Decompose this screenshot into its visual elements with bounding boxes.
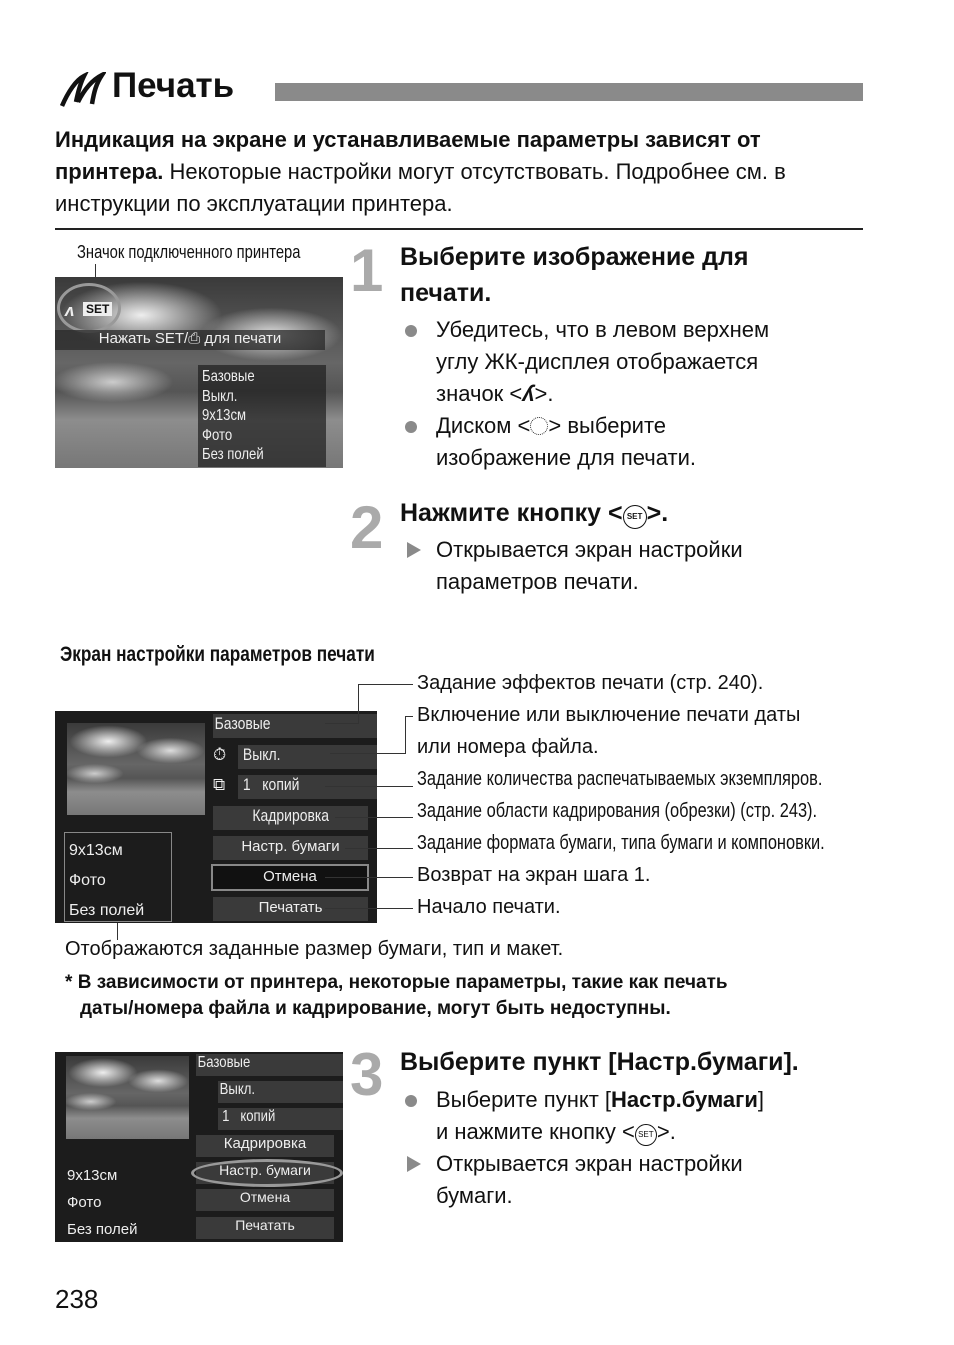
step-number-3: 3 bbox=[350, 1041, 384, 1108]
paper-settings-button[interactable]: Настр. бумаги bbox=[213, 836, 368, 860]
copies-button[interactable]: 1 копий bbox=[218, 1108, 343, 1130]
effect-button[interactable]: Базовые bbox=[196, 1054, 343, 1076]
item-date: Выкл. bbox=[202, 387, 238, 405]
thumbnail bbox=[67, 723, 205, 815]
intro-normal: Некоторые настройки могут отсутствовать. Подробнее см. в инструкции по эксплуатации принтера. bbox=[55, 159, 786, 216]
set-button-icon: SET bbox=[635, 1124, 657, 1146]
step1-bullet-2: Диском < > выберите изображение для печати. bbox=[436, 413, 696, 470]
result-arrow-icon bbox=[407, 542, 421, 558]
annotation-crop: Задание области кадрирования (обрезки) (стр. 243). bbox=[417, 800, 818, 822]
printer-icon: ʌ bbox=[65, 301, 75, 320]
step3-heading: Выберите пункт [Настр.бумаги]. bbox=[400, 1048, 799, 1076]
step1-heading: Выберите изображение для печати. bbox=[400, 243, 749, 307]
dial-icon bbox=[530, 417, 548, 435]
page-number: 238 bbox=[55, 1284, 99, 1314]
copies-button[interactable]: 1 копий bbox=[238, 775, 377, 799]
section-title: Экран настройки параметров печати bbox=[60, 643, 375, 666]
lcd-screen-2: Базовые ⏱ Выкл. ⧉ 1 копий Кадрировка Настр. бумаги Отмена Печатать 9x13см Фото Без полей bbox=[55, 711, 377, 923]
annotation-effects: Задание эффектов печати (стр. 240). bbox=[417, 672, 764, 694]
date-button[interactable]: Выкл. bbox=[238, 745, 377, 769]
step2-result: Открывается экран настройки параметров печати. bbox=[436, 537, 743, 594]
printer-connected-icon bbox=[58, 72, 106, 108]
print-button[interactable]: Печатать bbox=[213, 897, 368, 921]
annotation-paper: Задание формата бумаги, типа бумаги и компоновки. bbox=[417, 832, 825, 854]
screen1-items bbox=[202, 367, 264, 465]
lcd-screen-3 bbox=[55, 1052, 343, 1242]
annotation-cancel: Возврат на экран шага 1. bbox=[417, 864, 651, 886]
printer-icon-inline: ʎ bbox=[522, 381, 535, 406]
item-type: Фото bbox=[202, 426, 233, 444]
step-number-1: 1 bbox=[350, 237, 384, 304]
print-button[interactable]: Печатать bbox=[196, 1217, 334, 1239]
step1-bullet-1: Убедитесь, что в левом верхнем углу ЖК-дисплея отображается значок <ʎ>. bbox=[436, 317, 770, 406]
item-effect: Базовые bbox=[202, 368, 255, 385]
step3-result: Открывается экран настройки бумаги. bbox=[436, 1151, 743, 1208]
print-prompt: Нажать SET/⎙ для печати bbox=[55, 330, 325, 350]
footnote: * В зависимости от принтера, некоторые параметры, такие как печать даты/номера файла и кадрирование, могут быть недоступны. bbox=[65, 972, 728, 1019]
bullet-icon bbox=[405, 421, 417, 433]
result-arrow-icon bbox=[407, 1156, 421, 1172]
intro-bold: Индикация на экране и устанавливаемые параметры зависят от принтера. bbox=[55, 127, 761, 184]
date-button[interactable]: Выкл. bbox=[218, 1081, 343, 1103]
title-bar bbox=[275, 83, 863, 101]
paper-info-box: 9x13см Фото Без полей bbox=[64, 832, 172, 922]
crop-button[interactable]: Кадрировка bbox=[213, 806, 368, 830]
cancel-button[interactable]: Отмена bbox=[196, 1189, 334, 1211]
set-badge: SET bbox=[83, 302, 112, 316]
paper-settings-button[interactable]: Настр. бумаги bbox=[196, 1162, 334, 1184]
paper-info: 9x13см Фото Без полей bbox=[67, 1167, 138, 1238]
page-title: Печать bbox=[112, 66, 235, 105]
item-layout: Без полей bbox=[202, 446, 264, 463]
divider bbox=[55, 228, 863, 230]
effect-button[interactable]: Базовые bbox=[213, 714, 377, 738]
caption: Отображаются заданные размер бумаги, тип и макет. bbox=[65, 938, 564, 960]
crop-button[interactable]: Кадрировка bbox=[196, 1135, 334, 1157]
annotation-copies: Задание количества распечатываемых экземпляров. bbox=[417, 768, 823, 790]
annotation-date-1: Включение или выключение печати даты bbox=[417, 704, 801, 726]
item-size: 9x13см bbox=[202, 407, 247, 424]
annotation-date-2: или номера файла. bbox=[417, 736, 599, 758]
annotation-print: Начало печати. bbox=[417, 896, 561, 918]
intro-text bbox=[55, 124, 875, 220]
bullet-icon bbox=[405, 325, 417, 337]
set-button-icon: SET bbox=[623, 505, 647, 529]
step-number-2: 2 bbox=[350, 494, 384, 561]
lcd-screen-1 bbox=[55, 277, 343, 468]
cancel-button[interactable]: Отмена bbox=[211, 864, 369, 891]
printer-icon-label: Значок подключенного принтера bbox=[77, 242, 301, 262]
step3-bullet: Выберите пункт [Настр.бумаги] и нажмите кнопку < SET >. bbox=[436, 1087, 764, 1144]
highlight-ellipse bbox=[191, 1159, 343, 1187]
step2-heading: Нажмите кнопку < SET >. bbox=[400, 499, 669, 527]
thumbnail bbox=[66, 1056, 189, 1139]
bullet-icon bbox=[405, 1095, 417, 1107]
